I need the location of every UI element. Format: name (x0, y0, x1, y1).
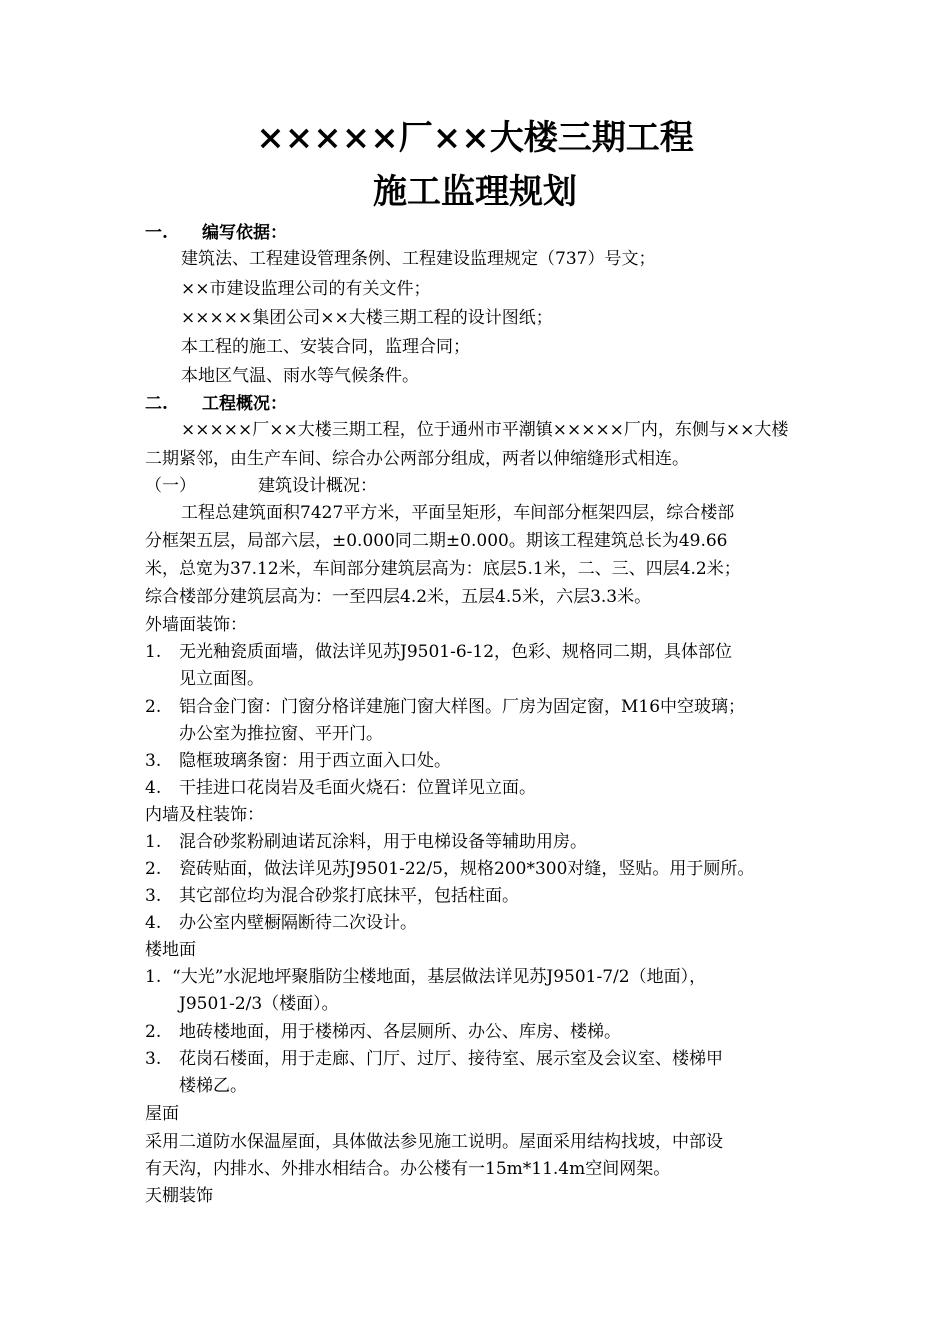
section1-heading: 编写依据： (202, 223, 287, 243)
design-paragraph-line: 综合楼部分建筑层高为：一至四层4.2米，五层4.5米，六层3.3米。 (145, 587, 652, 607)
list-item-continuation: J9501-2/3（楼面）。 (179, 994, 339, 1014)
section2-number: 二. (145, 394, 168, 414)
roof-heading: 屋面 (145, 1104, 179, 1124)
list-number: 2. (145, 859, 162, 879)
list-item: 混合砂浆粉刷迪诺瓦涂料，用于电梯设备等辅助用房。 (179, 832, 587, 852)
basis-item: 建筑法、工程建设管理条例、工程建设监理规定（737）号文； (181, 249, 656, 269)
list-item: 干挂进口花岗岩及毛面火烧石：位置详见立面。 (179, 778, 536, 798)
overview-paragraph-line: 二期紧邻，由生产车间、综合办公两部分组成，两者以伸缩缝形式相连。 (145, 449, 689, 469)
list-item: 隐框玻璃条窗：用于西立面入口处。 (179, 751, 451, 771)
list-item: 地砖楼地面，用于楼梯丙、各层厕所、办公、库房、楼梯。 (179, 1022, 621, 1042)
list-item: 其它部位均为混合砂浆打底抹平，包括柱面。 (179, 886, 519, 906)
list-number: 4. (145, 913, 162, 933)
list-item-continuation: 见立面图。 (179, 669, 264, 689)
list-item: 瓷砖贴面，做法详见苏J9501-22/5，规格200*300对缝，竖贴。用于厕所。 (179, 859, 755, 879)
list-number: 4. (145, 778, 162, 798)
list-item: “大光”水泥地坪聚脂防尘楼地面，基层做法详见苏J9501-7/2（地面）， (172, 967, 707, 987)
list-item: 花岗石楼面，用于走廊、门厅、过厅、接待室、展示室及会议室、楼梯甲 (179, 1049, 723, 1069)
list-number: 3. (145, 751, 162, 771)
roof-paragraph-line: 有天沟，内排水、外排水相结合。办公楼有一15m*11.4m空间网架。 (145, 1159, 671, 1179)
design-paragraph-line: 工程总建筑面积7427平方米，平面呈矩形，车间部分框架四层，综合楼部 (181, 503, 735, 523)
subsection1-number: （一） (145, 476, 196, 496)
document-subtitle: 施工监理规划 (373, 172, 577, 212)
list-item: 办公室内壁橱隔断待二次设计。 (179, 913, 417, 933)
section1-number: 一. (145, 223, 168, 243)
interior-heading: 内墙及柱装饰： (145, 805, 264, 825)
subsection1-heading: 建筑设计概况： (258, 476, 377, 496)
design-paragraph-line: 米，总宽为37.12米，车间部分建筑层高为：底层5.1米，二、三、四层4.2米； (145, 559, 741, 579)
list-item: 无光釉瓷质面墙，做法详见苏J9501-6-12，色彩、规格同二期，具体部位 (179, 642, 733, 662)
list-number: 1. (145, 967, 162, 987)
list-number: 1. (145, 832, 162, 852)
overview-paragraph-line: ×××××厂××大楼三期工程，位于通州市平潮镇×××××厂内，东侧与××大楼 (181, 420, 789, 440)
list-item-continuation: 楼梯乙。 (179, 1076, 247, 1096)
roof-paragraph-line: 采用二道防水保温屋面，具体做法参见施工说明。屋面采用结构找坡，中部设 (145, 1132, 723, 1152)
ceiling-heading: 天棚装饰 (145, 1186, 213, 1206)
basis-item: 本地区气温、雨水等气候条件。 (181, 366, 419, 386)
document-title: ×××××厂××大楼三期工程 (256, 118, 694, 158)
exterior-heading: 外墙面装饰： (145, 615, 247, 635)
list-item: 铝合金门窗：门窗分格详建施门窗大样图。厂房为固定窗，M16中空玻璃； (179, 697, 746, 717)
floor-heading: 楼地面 (145, 940, 196, 960)
list-number: 1. (145, 642, 162, 662)
basis-item: 本工程的施工、安装合同，监理合同； (181, 337, 470, 357)
list-number: 2. (145, 1022, 162, 1042)
list-item-continuation: 办公室为推拉窗、平开门。 (179, 724, 383, 744)
basis-item: ××市建设监理公司的有关文件； (181, 279, 431, 299)
list-number: 2. (145, 697, 162, 717)
section2-heading: 工程概况： (202, 394, 287, 414)
list-number: 3. (145, 886, 162, 906)
list-number: 3. (145, 1049, 162, 1069)
basis-item: ×××××集团公司××大楼三期工程的设计图纸； (181, 308, 553, 328)
design-paragraph-line: 分框架五层，局部六层，±0.000同二期±0.000。期该工程建筑总长为49.66 (145, 531, 728, 551)
